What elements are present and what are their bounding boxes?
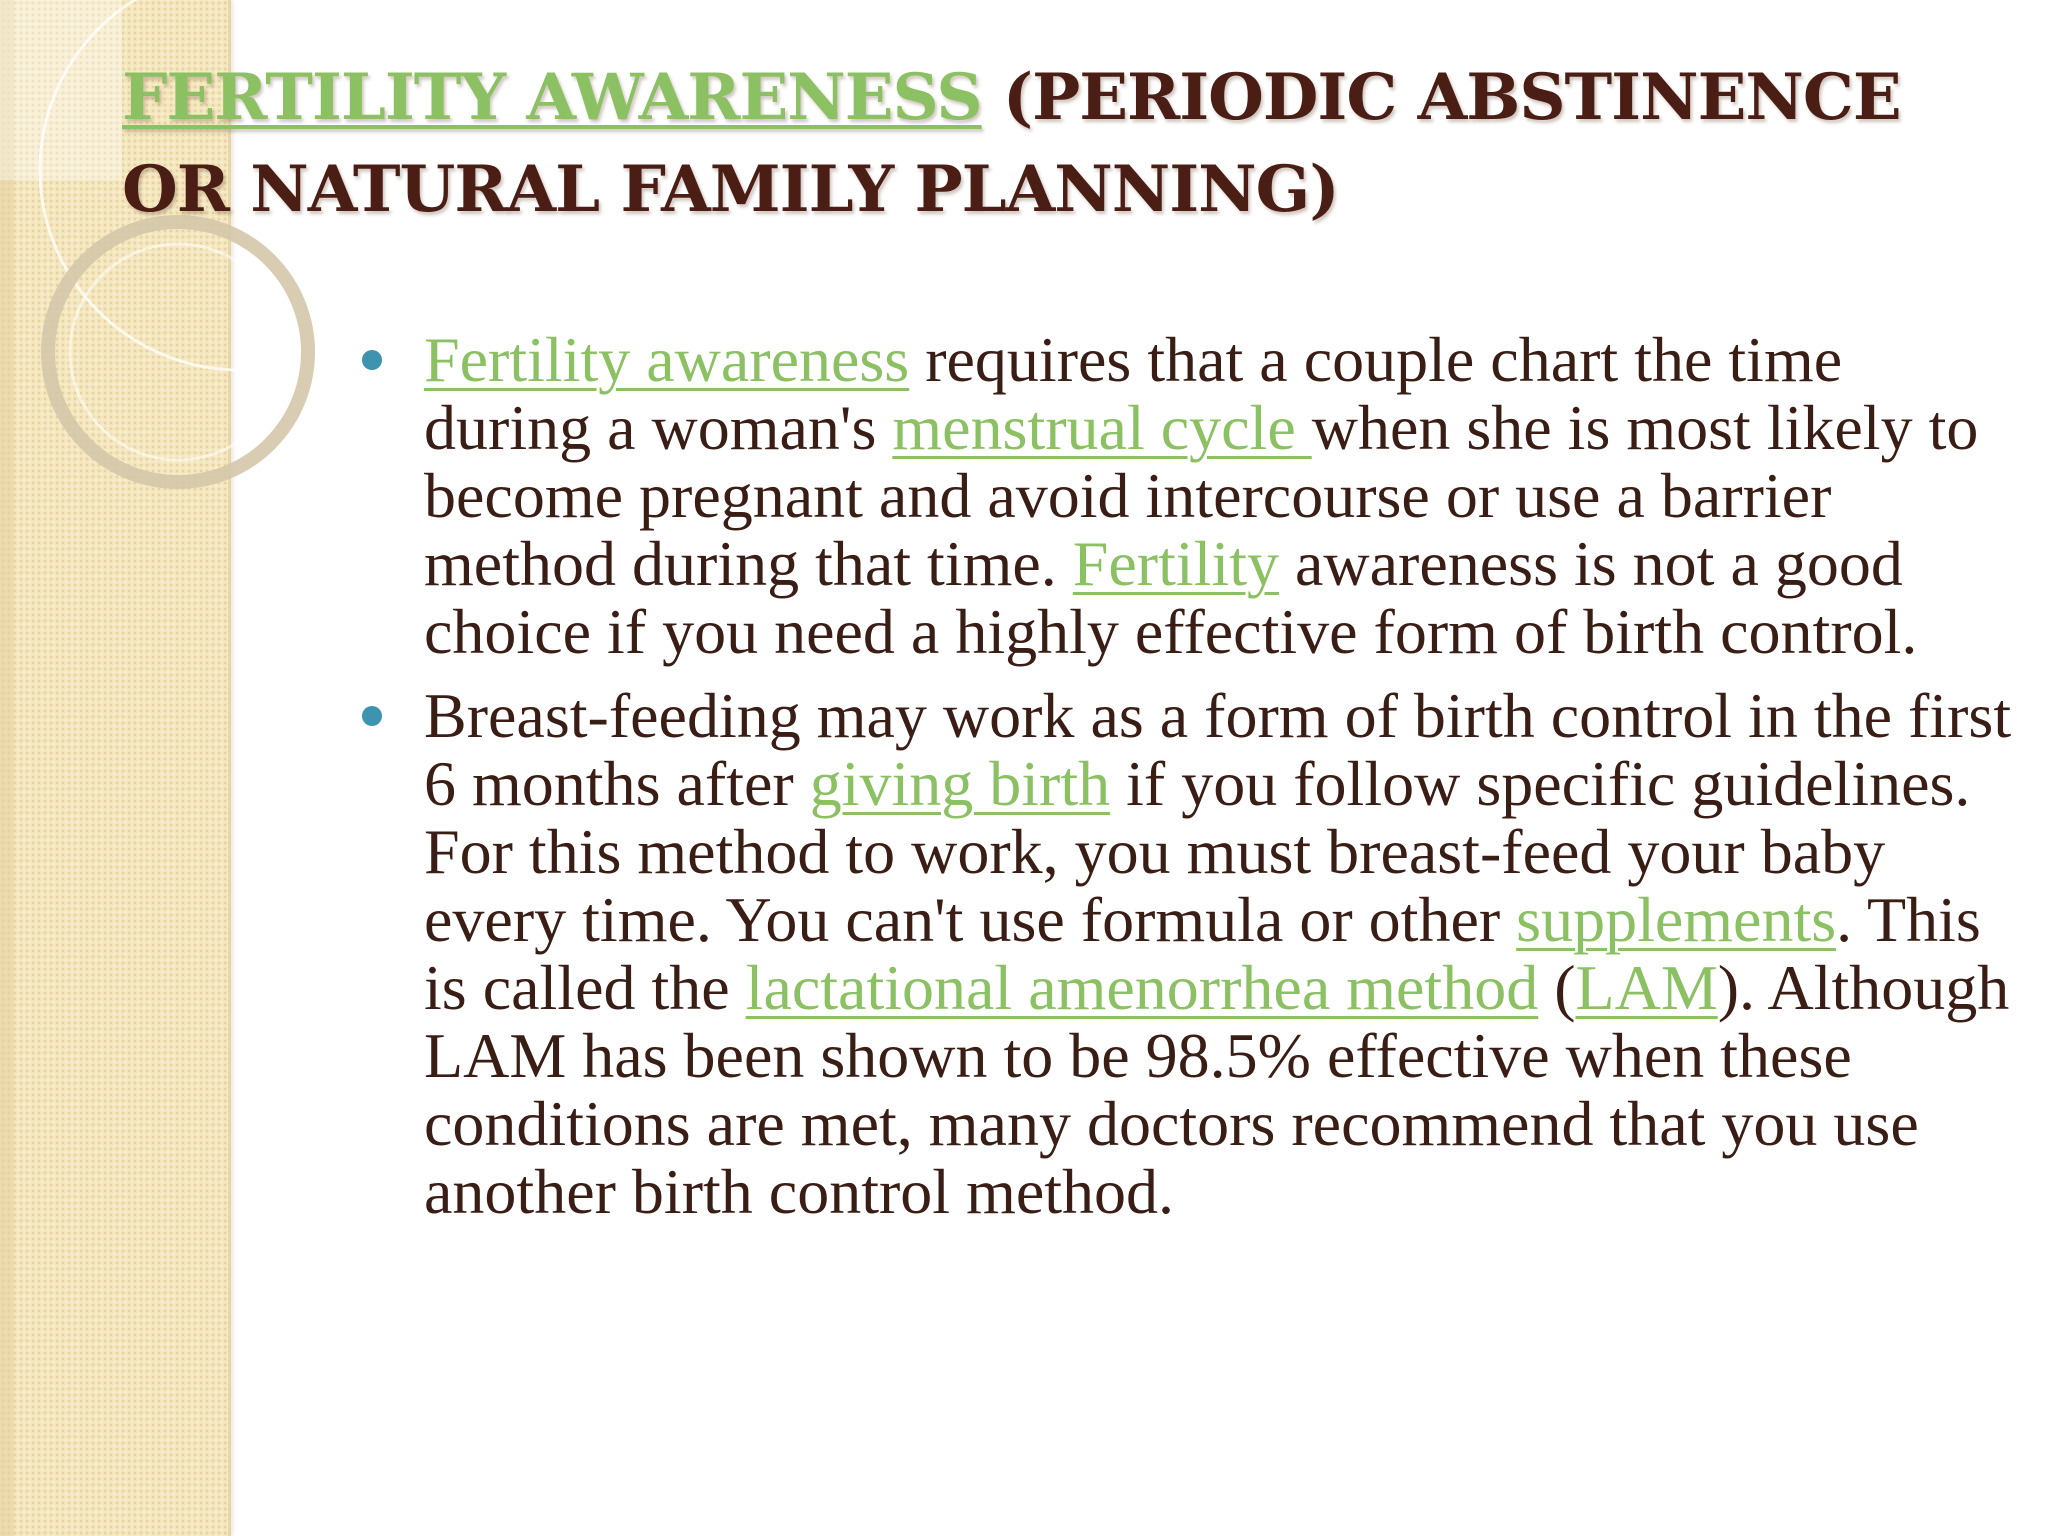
link-fertility[interactable]: Fertility [1072, 528, 1279, 599]
text-segment: requires that a couple chart the time during a woman's [424, 324, 1843, 463]
title-link-fertility-awareness[interactable]: FERTILITY AWARENESS [122, 60, 982, 135]
bullet-list [424, 326, 2024, 1242]
decorative-square [0, 0, 122, 180]
title-rest: (PERIODIC ABSTINENCE OR NATURAL FAMILY PLANNING) [122, 60, 1901, 227]
link-lam[interactable]: LAM [1575, 952, 1718, 1023]
link-lactational-amenorrhea-method[interactable]: lactational amenorrhea method [745, 952, 1539, 1023]
link-supplements[interactable]: supplements [1516, 884, 1837, 955]
bullet-dot-icon [362, 706, 382, 726]
bullet-item-fertility [424, 326, 2024, 666]
link-giving-birth[interactable]: giving birth [809, 748, 1111, 819]
text-segment: ( [1538, 952, 1576, 1023]
slide-title [122, 52, 1952, 236]
decorative-ring-medium [48, 222, 308, 482]
text-segment: ). Although LAM has been shown to be 98.5% effective when these conditions are met, many doctors recommend that you use another birth control method. [424, 952, 2010, 1227]
text-segment: Breast-feeding may work as a form of birth control in the first 6 months after [424, 680, 2012, 819]
text-segment: . This is called the [424, 884, 1981, 1023]
decorative-ring-inner [70, 244, 286, 460]
text-segment: when she is most likely to become pregnant and avoid intercourse or use a barrier method during that time. [424, 392, 1979, 599]
link-fertility-awareness[interactable]: Fertility awareness [424, 324, 910, 395]
bullet-dot-icon [362, 350, 382, 370]
text-segment: awareness is not a good choice if you need a highly effective form of birth control. [424, 528, 1918, 667]
text-segment: if you follow specific guidelines. For this method to work, you must breast-feed your baby every time. You can't use formula or other [424, 748, 1971, 955]
link-menstrual-cycle[interactable]: menstrual cycle [892, 392, 1312, 463]
bullet-item-breast-feeding [424, 682, 2024, 1226]
